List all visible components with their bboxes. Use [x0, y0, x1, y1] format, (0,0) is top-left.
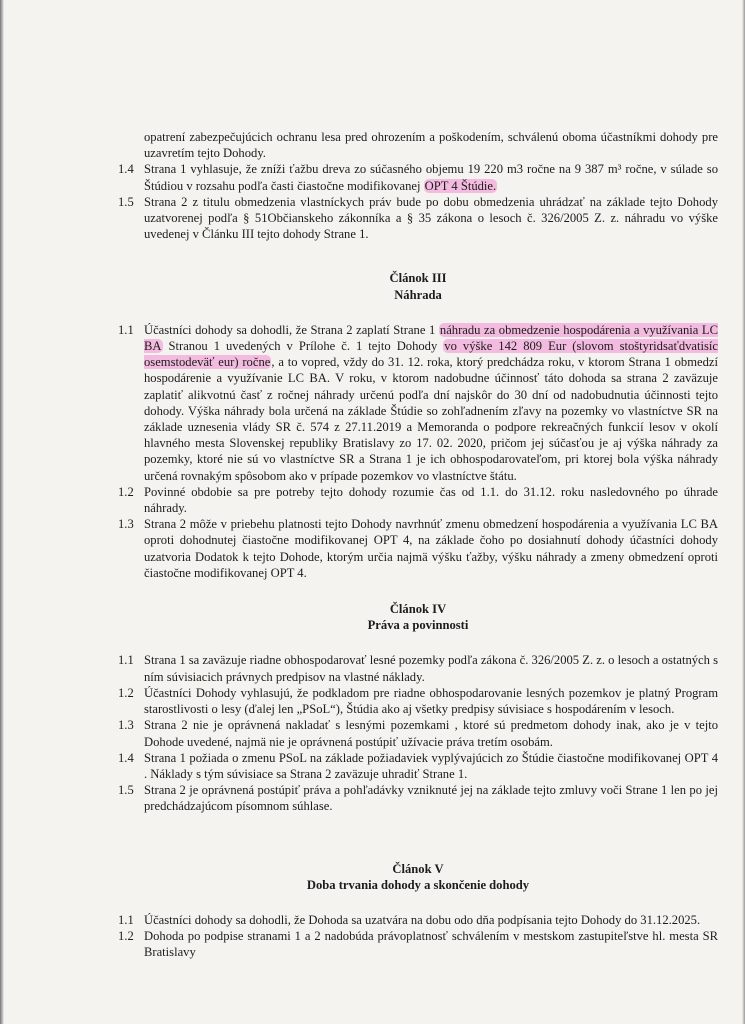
paragraph-number: 1.4	[118, 162, 134, 177]
paragraph-text: Stranou 1 uvedených v Prílohe č. 1 tejto Dohody	[162, 339, 444, 354]
paragraph-text: Dohoda po podpise stranami 1 a 2 nadobúda právoplatnosť schválením v mestskom zastupiteľstve hl. mesta SR Bratislavy	[144, 929, 718, 960]
numbered-paragraph	[118, 652, 718, 684]
paragraph-number: 1.1	[118, 322, 134, 337]
numbered-paragraph	[118, 717, 718, 749]
highlighted-text: OPT 4 Štúdie.	[424, 178, 497, 193]
paragraph-text: Strana 1 požiada o zmenu PSoL na základe požiadaviek vyplývajúcich zo Štúdie čiastočne modifikovanej OPT 4 . Náklady s tým súvisiace sa Strana 2 zaväzuje uhradiť Strane 1.	[144, 750, 718, 781]
paragraph-text: Účastníci Dohody vyhlasujú, že podkladom pre riadne obhospodarovanie lesných pozemkov je platný Program starostlivosti o lesy (ďalej len „PSoL“), Štúdia ako aj všetky predpisy súvisiace s hospodárením v lesoch.	[144, 685, 718, 717]
paragraph-number: 1.1	[118, 912, 134, 927]
paragraph-text: Povinné obdobie sa pre potreby tejto dohody rozumie čas od 1.1. do 31.12. roku nasledovného po úhrade náhrady.	[144, 484, 718, 516]
numbered-paragraph	[118, 322, 718, 484]
paragraph-text: Účastníci dohody sa dohodli, že Strana 2 zaplatí Strane 1	[144, 322, 439, 337]
numbered-paragraph	[118, 161, 718, 193]
numbered-paragraph	[118, 782, 718, 814]
paragraph-number: 1.1	[118, 653, 134, 668]
document-body	[118, 129, 718, 961]
numbered-paragraph	[118, 912, 718, 928]
paragraph-text: Strana 2 nie je oprávnená nakladať s lesnými pozemkami , ktoré sú predmetom dohody inak, ako je v tejto Dohode uvedené, najmä nie je oprávnená postúpiť užívacie práva tretím osobám.	[144, 718, 718, 749]
paragraph-text: Strana 2 z titulu obmedzenia vlastníckych práv bude po dobu obmedzenia uhrádzať na základe tejto Dohody uzatvorenej podľa § 51Občianskeho zákonníka a § 35 zákona o lesoch č. 326/2005 Z. z. náhradu vo výške uvedenej v Článku III tejto dohody Strane 1.	[144, 194, 718, 242]
article-3-items	[118, 322, 718, 581]
paragraph-text: Strana 1 vyhlasuje, že zníži ťažbu dreva zo súčasného objemu 19 220 m3 ročne na 9 387 m³ ročne, v súlade so Štúdiou v rozsahu podľa časti čiastočne modifikovanej	[144, 162, 718, 193]
scan-edge-left	[0, 0, 4, 1024]
paragraph-text: , a to vopred, vždy do 31. 12. roka, ktorý predchádza roku, v ktorom Strana 1 obmedzí hospodárenie a využívanie LC BA. V roku, v ktorom nadobudne účinnosť táto dohoda sa strana 2 zaväzuje zaplatiť alikvotnú časť z ročnej náhrady určenú podľa dní najskôr do 30 dní od nadobudnutia účinnosti tejto dohody. Výška náhrady bola určená na základe Štúdie so zohľadnením zľavy na pozemky vo vlastníctve SR na základe uznesenia vlády SR č. 574 z 27.11.2019 a Memoranda o podpore rekreačných funkcií lesov v okolí hlavného mesta Slovenskej republiky Bratislavy zo 17. 02. 2020, pričom jej súčasťou je aj výška náhrady za pozemky, ktoré nie sú vo vlastníctve SR a Strana 1 je ich obhospodarovateľom, pri ktorej bola výška náhrady určená rovnakým spôsobom ako v prípade pozemkov vo vlastníctve štátu.	[144, 355, 718, 483]
paragraph-text: Strana 2 je oprávnená postúpiť práva a pohľadávky vzniknuté jej na základe tejto zmluvy voči Strane 1 len po jej predchádzajúcom písomnom súhlase.	[144, 783, 718, 814]
numbered-paragraph	[118, 484, 718, 516]
article-3-title: Článok III	[389, 271, 447, 286]
section-2-end-list	[118, 161, 718, 242]
article-3-subtitle: Náhrada	[394, 287, 442, 302]
article-5-title: Článok V	[392, 861, 444, 876]
numbered-paragraph	[118, 194, 718, 243]
numbered-paragraph	[118, 685, 718, 717]
continuation-paragraph: opatrení zabezpečujúcich ochranu lesa pred ohrozením a poškodením, schválenú oboma účastníkmi dohody pre uzavretím tejto Dohody.	[144, 130, 718, 161]
highlighted-text: náhradu za obmedzenie hospodárenia a využívania LC BA	[144, 322, 718, 354]
paragraph-number: 1.2	[118, 929, 134, 944]
paragraph-text: Strana 2 môže v priebehu platnosti tejto Dohody navrhnúť zmenu obmedzení hospodárenia a využívania LC BA oproti dohodnutej čiastočne modifikovanej OPT 4, na základe čoho po dosiahnutí dohody účastníci dohody uzatvoria Dodatok k tejto Dohode, ktorým určia najmä výšku ťažby, výšku náhrady a zmeny obmedzení oproti čiastočne modifikovanej OPT 4.	[144, 517, 718, 580]
paragraph-text: Účastníci dohody sa dohodli, že Dohoda sa uzatvára na dobu odo dňa podpísania tejto Dohody do 31.12.2025.	[144, 912, 701, 927]
paragraph-number: 1.3	[118, 517, 134, 532]
paragraph-number: 1.5	[118, 194, 134, 209]
paragraph-text: Strana 1 sa zaväzuje riadne obhospodarovať lesné pozemky podľa zákona č. 326/2005 Z. z. o lesoch a ostatných s ním súvisiacich právnych predpisov na vlastné náklady.	[144, 653, 718, 684]
paragraph-number: 1.5	[118, 783, 134, 798]
article-5-items	[118, 912, 718, 961]
paragraph-number: 1.4	[118, 750, 134, 765]
article-4-subtitle: Práva a povinnosti	[367, 618, 469, 633]
highlighted-text: vo výške 142 809 Eur (slovom stoštyridsaťdvatisíc osemstodeväť eur) ročne	[144, 339, 718, 370]
paragraph-number: 1.2	[118, 685, 134, 700]
numbered-paragraph	[118, 516, 718, 581]
paragraph-number: 1.2	[118, 484, 134, 499]
article-4-title: Článok IV	[389, 602, 447, 617]
numbered-paragraph	[118, 928, 718, 960]
paragraph-number: 1.3	[118, 718, 134, 733]
article-4-items	[118, 652, 718, 814]
article-5-subtitle: Doba trvania dohody a skončenie dohody	[306, 877, 530, 892]
numbered-paragraph	[118, 750, 718, 782]
